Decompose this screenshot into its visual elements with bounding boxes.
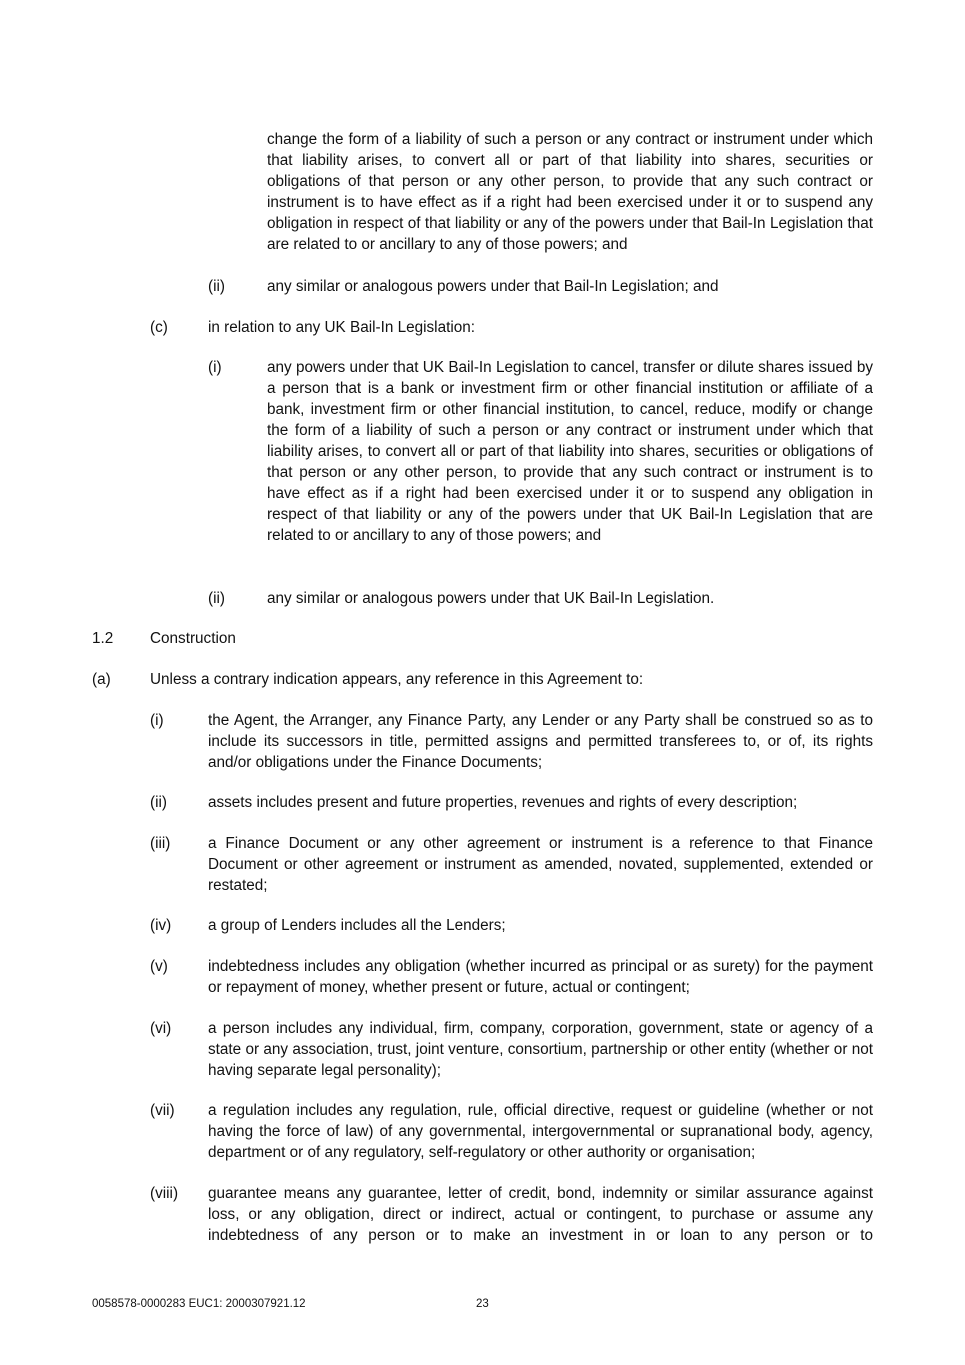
list-item-text: a person includes any individual, firm, company, corporation, government, state or agency of a state or any association, trust, joint venture, consortium, partnership or other entity (whether or not having separate legal personality); — [208, 1020, 873, 1079]
list-item-text: indebtedness includes any obligation (whether incurred as principal or as surety) for the payment or repayment of money, whether present or future, actual or contingent; — [208, 958, 873, 996]
item-c-label: (c) — [150, 319, 168, 336]
section-number: 1.2 — [92, 630, 114, 647]
list-item-text: assets includes present and future properties, revenues and rights of every description; — [208, 794, 798, 811]
section-title: Construction — [150, 630, 236, 647]
continuation-paragraph: change the form of a liability of such a person or any contract or instrument under which that liability arises, to convert all or part of that liability into shares, securities or obligations of that person or any other person, to provide that any such contract or instrument is to have effect as if a right had been exercised under it or to suspend any obligation in respect of that liability or any of the powers under that Bail-In Legislation that are related to or ancillary to any of those powers; and — [267, 131, 873, 253]
list-item-label: (iv) — [150, 917, 172, 934]
item-c-i-label: (i) — [208, 359, 222, 376]
list-item-label: (v) — [150, 958, 168, 975]
footer-document-reference: 0058578-0000283 EUC1: 2000307921.12 — [92, 1298, 306, 1310]
list-item-text: a regulation includes any regulation, rule, official directive, request or guideline (whether or not having the force of law) of any governmental, intergovernmental or supranational body, agency, department or of any regulatory, self-regulatory or other authority or organisation; — [208, 1102, 873, 1161]
list-item-text: guarantee means any guarantee, letter of credit, bond, indemnity or similar assurance against loss, or any obligation, direct or indirect, actual or contingent, to purchase or assume any indebtedness of any person or to make an investment in or loan to any person or to — [208, 1185, 873, 1244]
item-a-label: (a) — [92, 671, 111, 688]
list-item-label: (ii) — [150, 794, 167, 811]
list-item-text: a Finance Document or any other agreement or instrument is a reference to that Finance Document or other agreement or instrument as amended, novated, supplemented, extended or restated; — [208, 835, 873, 894]
item-c-i-text: any powers under that UK Bail-In Legislation to cancel, transfer or dilute shares issued by a person that is a bank or investment firm or other financial institution or affiliate of a bank, investment firm or other financial institution, to cancel, reduce, modify or change the form of a liability of such a person or any contract or instrument under which that liability arises, to convert all or part of that liability into shares, securities or obligations of that person or any other person, to provide that any such contract or instrument is to have effect as if a right had been exercised under it or to suspend any obligation in respect of that liability or any of the powers under that UK Bail-In Legislation that are related to or ancillary to any of those powers; and — [267, 359, 873, 544]
item-c-text: in relation to any UK Bail-In Legislation: — [208, 319, 475, 336]
item-b-ii-label: (ii) — [208, 278, 225, 295]
list-item-label: (viii) — [150, 1185, 179, 1202]
item-b-ii-text: any similar or analogous powers under that Bail-In Legislation; and — [267, 278, 719, 295]
list-item-label: (vi) — [150, 1020, 172, 1037]
item-c-ii-text: any similar or analogous powers under that UK Bail-In Legislation. — [267, 590, 715, 607]
footer-page-number: 23 — [476, 1298, 489, 1310]
list-item-text: a group of Lenders includes all the Lenders; — [208, 917, 506, 934]
list-item-label: (i) — [150, 712, 164, 729]
list-item-text: the Agent, the Arranger, any Finance Party, any Lender or any Party shall be construed so as to include its successors in title, permitted assigns and permitted transferees to, or of, its rights and/or obligations under the Finance Documents; — [208, 712, 873, 771]
list-item-label: (vii) — [150, 1102, 175, 1119]
item-c-ii-label: (ii) — [208, 590, 225, 607]
item-a-text: Unless a contrary indication appears, any reference in this Agreement to: — [150, 671, 644, 688]
list-item-label: (iii) — [150, 835, 171, 852]
